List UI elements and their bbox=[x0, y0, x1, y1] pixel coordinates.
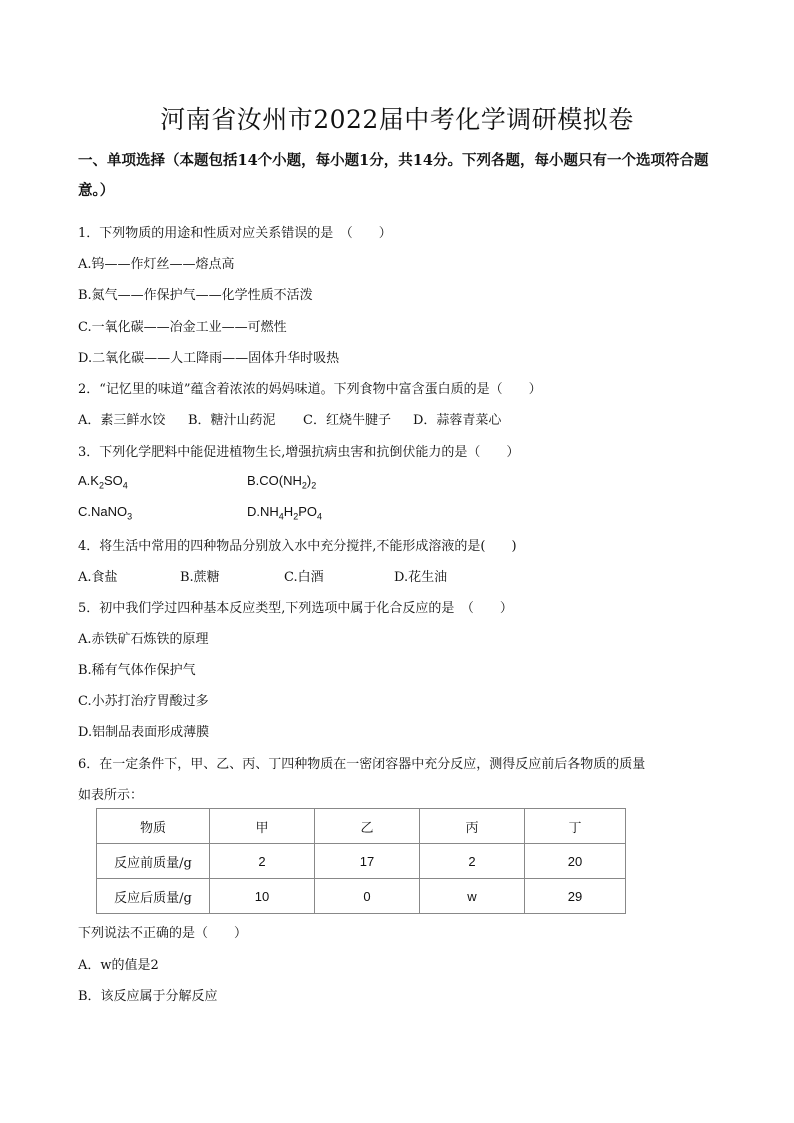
question-3-option-c: C.NaNO$_3$ bbox=[78, 504, 133, 522]
table-header-cell: 丁 bbox=[525, 809, 626, 844]
table-cell: 0 bbox=[315, 879, 420, 914]
question-5-option-d: D.铝制品表面形成薄膜 bbox=[78, 725, 210, 740]
table-row bbox=[97, 844, 626, 879]
table-header-cell: 甲 bbox=[210, 809, 315, 844]
question-6-option-b: B．该反应属于分解反应 bbox=[78, 989, 218, 1004]
table-header-cell: 丙 bbox=[420, 809, 525, 844]
table-cell: 17 bbox=[315, 844, 420, 879]
question-6-stem-line2: 如表所示： bbox=[78, 788, 144, 803]
section-heading: 一、单项选择（本题包括14个小题，每小题1分，共14分。下列各题，每小题只有一个选项符合题意。） bbox=[78, 152, 709, 199]
question-2-option-d: D．蒜蓉青菜心 bbox=[413, 413, 502, 428]
question-3-stem: 3．下列化学肥料中能促进植物生长,增强抗病虫害和抗倒伏能力的是（ ） bbox=[78, 445, 520, 460]
question-6-stem-line1: 6．在一定条件下，甲、乙、丙、丁四种物质在一密闭容器中充分反应，测得反应前后各物质的质量 bbox=[78, 757, 646, 772]
table-cell: 2 bbox=[420, 844, 525, 879]
table-header-cell: 物质 bbox=[97, 809, 210, 844]
table-cell: 10 bbox=[210, 879, 315, 914]
table-cell: 29 bbox=[525, 879, 626, 914]
table-row-label: 反应前质量/g bbox=[97, 844, 210, 879]
question-6-option-a: A．w的值是2 bbox=[78, 958, 159, 973]
table-row-label: 反应后质量/g bbox=[97, 879, 210, 914]
question-4-option-b: B.蔗糖 bbox=[180, 570, 220, 585]
question-4-option-d: D.花生油 bbox=[394, 570, 448, 585]
question-2-option-a: A．素三鲜水饺 bbox=[78, 413, 166, 428]
table-header-row bbox=[97, 809, 626, 844]
question-4-stem: 4．将生活中常用的四种物品分别放入水中充分搅拌,不能形成溶液的是( ) bbox=[78, 539, 517, 554]
question-5-option-a: A.赤铁矿石炼铁的原理 bbox=[78, 632, 209, 647]
question-2-option-b: B．糖汁山药泥 bbox=[188, 413, 276, 428]
table-cell: w bbox=[420, 879, 525, 914]
question-1-option-d: D.二氧化碳——人工降雨——固体升华时吸热 bbox=[78, 351, 340, 366]
table-row bbox=[97, 879, 626, 914]
table-header-cell: 乙 bbox=[315, 809, 420, 844]
question-2-option-c: C．红烧牛腱子 bbox=[303, 413, 391, 428]
question-2-stem: 2．“记忆里的味道”蕴含着浓浓的妈妈味道。下列食物中富含蛋白质的是（ ） bbox=[78, 382, 542, 397]
question-1-stem: 1．下列物质的用途和性质对应关系错误的是 （ ） bbox=[78, 226, 392, 241]
question-3-option-b: $B.CO(NH_2)_2$ bbox=[247, 473, 317, 491]
question-4-option-a: A.食盐 bbox=[78, 570, 118, 585]
question-1-option-b: B.氮气——作保护气——化学性质不活泼 bbox=[78, 288, 313, 303]
question-5-option-b: B.稀有气体作保护气 bbox=[78, 663, 196, 678]
mass-table bbox=[96, 808, 626, 914]
question-3-option-d: $D.NH_4H_2PO_4$ bbox=[247, 504, 323, 522]
question-1-option-a: A.钨——作灯丝——熔点高 bbox=[78, 257, 235, 272]
question-5-option-c: C.小苏打治疗胃酸过多 bbox=[78, 694, 209, 709]
question-3-option-a: $A.K_2SO_4$ bbox=[78, 473, 128, 491]
table-cell: 2 bbox=[210, 844, 315, 879]
page-title: 河南省汝州市2022届中考化学调研模拟卷 bbox=[160, 105, 634, 134]
question-6-question: 下列说法不正确的是（ ） bbox=[78, 926, 248, 941]
question-5-stem: 5．初中我们学过四种基本反应类型,下列选项中属于化合反应的是 （ ） bbox=[78, 601, 513, 616]
question-4-option-c: C.白酒 bbox=[284, 570, 324, 585]
table-cell: 20 bbox=[525, 844, 626, 879]
question-1-option-c: C.一氧化碳——冶金工业——可燃性 bbox=[78, 320, 287, 335]
